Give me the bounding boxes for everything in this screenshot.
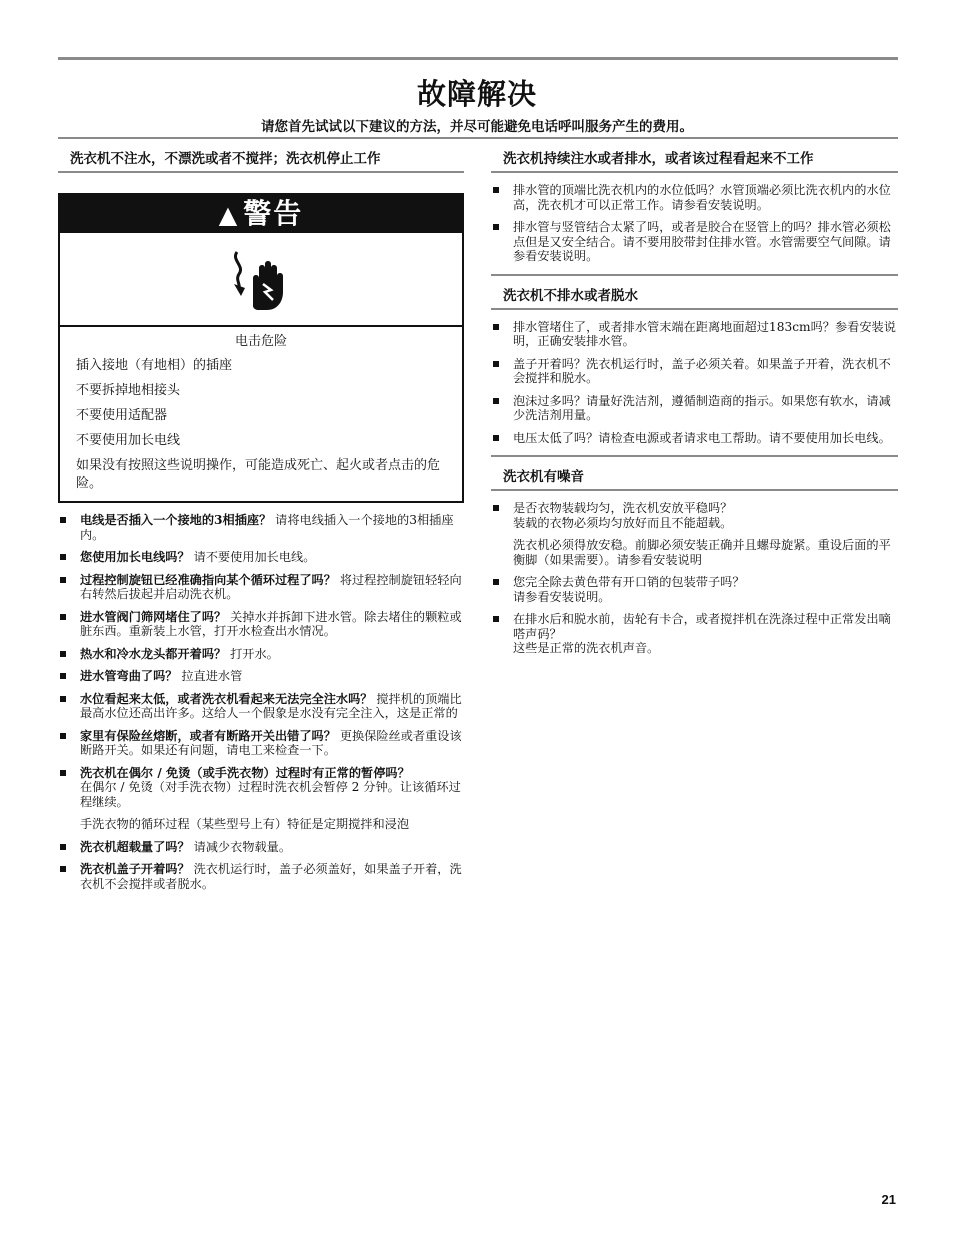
warning-triangle-icon: ▲ — [218, 200, 240, 229]
item-text: 排水管堵住了，或者排水管末端在距离地面超过183cm吗？参看安装说明，正确安装排水管。 — [513, 319, 896, 348]
warning-line: 不要使用适配器 — [76, 408, 168, 423]
list-item — [491, 575, 898, 604]
list-item — [491, 394, 898, 423]
item-text: 盖子开着吗？洗衣机运行时，盖子必须关着。如果盖子开着，洗衣机不会搅拌和脱水。 — [513, 356, 891, 385]
answer: 将过程控制旋钮轻轻向右转然后拔起并启动洗衣机。 — [80, 572, 462, 601]
item-text: 排水管的顶端比洗衣机内的水位低吗？水管顶端必须比洗衣机内的水位高，洗衣机才可以正常工作。请参看安装说明。 — [513, 183, 891, 212]
question: 您使用加长电线吗？ — [80, 550, 190, 564]
item-detail: 这些是正常的洗衣机声音。 — [513, 641, 660, 655]
question: 水位看起来太低，或者洗衣机看起来无法完全注水吗？ — [80, 691, 373, 706]
warning-line: 插入接地（有地相）的插座 — [76, 358, 233, 373]
answer: 请将电线插入一个接地的3相插座内。 — [80, 513, 454, 542]
hazard-title: 电击危险 — [234, 334, 287, 349]
list-item — [58, 862, 464, 891]
list-item — [491, 220, 898, 264]
section-heading: 洗衣机持续注水或者排水，或者该过程看起来不工作 — [491, 139, 898, 173]
question: 过程控制旋钮已经准确指向某个循环过程了吗？ — [80, 572, 336, 587]
list-item — [58, 513, 464, 542]
answer: 打开水。 — [230, 646, 279, 661]
warning-body — [60, 327, 462, 501]
list-item — [491, 612, 898, 656]
warning-box — [58, 193, 464, 503]
answer: 搅拌机的顶端比最高水位还高出许多。这给人一个假象是水没有完全注入，这是正常的 — [80, 691, 462, 720]
item-detail: 洗衣机必须得放安稳。前脚必须安装正确并且螺母旋紧。重设后面的平衡脚（如果需要）。请参看安装说明 — [513, 538, 891, 567]
item-text: 电压太低了吗？请检查电源或者请求电工帮助。请不要使用加长电线。 — [513, 430, 891, 445]
warning-line: 不要拆掉地相接头 — [76, 383, 181, 398]
list-item — [58, 840, 464, 855]
answer: 请不要使用加长电线。 — [193, 550, 316, 564]
list-item — [491, 501, 898, 567]
warning-line: 如果没有按照这些说明操作，可能造成死亡、起火或者点击的危险。 — [76, 458, 441, 491]
list-item — [491, 357, 898, 386]
troubleshoot-list — [58, 513, 464, 809]
item-text: 在排水后和脱水前，齿轮有卡合，或者搅拌机在洗涤过程中正常发出嘀嗒声码？ — [513, 612, 891, 641]
question: 洗衣机超载量了吗？ — [80, 839, 190, 854]
section-heading: 洗衣机有噪音 — [491, 455, 898, 491]
answer: 在偶尔 / 免烫（对手洗衣物）过程时洗衣机会暂停 2 分钟。让该循环过程继续。 — [80, 780, 461, 809]
warning-header — [60, 195, 462, 233]
question: 家里有保险丝熔断，或者有断路开关出错了吗？ — [80, 728, 336, 743]
right-column — [491, 139, 898, 664]
troubleshoot-list — [491, 183, 898, 264]
item-detail: 请参看安装说明。 — [513, 589, 611, 604]
warning-label: 警告 — [243, 197, 304, 230]
list-item — [58, 766, 464, 810]
list-item — [491, 320, 898, 349]
list-item — [58, 729, 464, 758]
question: 洗衣机盖子开着吗？ — [80, 862, 190, 876]
list-item — [58, 550, 464, 565]
section-heading: 洗衣机不排水或者脱水 — [491, 274, 898, 310]
warning-line: 不要使用加长电线 — [76, 433, 181, 448]
electric-shock-hand-icon — [60, 233, 462, 327]
list-item — [58, 692, 464, 721]
top-rule — [58, 57, 898, 60]
item-detail: 装载的衣物必须均匀放好而且不能超载。 — [513, 515, 733, 530]
question: 热水和冷水龙头都开着吗？ — [80, 646, 227, 661]
question: 电线是否插入一个接地的3相插座？ — [80, 513, 272, 527]
troubleshoot-list — [491, 501, 898, 656]
list-item — [491, 183, 898, 212]
question: 进水管弯曲了吗？ — [80, 669, 178, 683]
page-title: 故障解决 — [416, 77, 537, 111]
note-paragraph: 手洗衣物的循环过程（某些型号上有）特征是定期搅拌和浸泡 — [80, 817, 410, 831]
item-text: 泡沫过多吗？请量好洗洁剂，遵循制造商的指示。如果您有软水，请减少洗洁剂用量。 — [513, 393, 891, 422]
answer: 请减少衣物载量。 — [193, 839, 292, 854]
item-text: 是否衣物装载均匀，洗衣机安放平稳吗？ — [513, 501, 733, 515]
list-item — [58, 573, 464, 602]
left-column — [58, 139, 464, 899]
troubleshoot-list — [58, 840, 464, 892]
list-item — [58, 669, 464, 684]
list-item — [58, 610, 464, 639]
item-text: 排水管与竖管结合太紧了吗，或者是胶合在竖管上的吗？排水管必须松点但是又安全结合。请不要用胶带封住排水管。水管需要空气间隙。请参看安装说明。 — [513, 220, 891, 263]
answer: 关掉水并拆卸下进水管。除去堵住的颗粒或脏东西。重新装上水管，打开水检查出水情况。 — [80, 609, 462, 638]
list-item — [58, 647, 464, 662]
answer: 更换保险丝或者重设该断路开关。如果还有问题，请电工来检查一下。 — [80, 728, 462, 757]
answer: 拉直进水管 — [181, 669, 243, 683]
answer: 洗衣机运行时，盖子必须盖好，如果盖子开着，洗衣机不会搅拌或者脱水。 — [80, 862, 462, 891]
page-subtitle: 请您首先试试以下建议的方法，并尽可能避免电话呼叫服务产生的费用。 — [261, 119, 693, 135]
page-number: 21 — [881, 1192, 896, 1207]
question: 洗衣机在偶尔 / 免烫（或手洗衣物）过程时有正常的暂停吗？ — [80, 765, 410, 780]
section-heading: 洗衣机不注水，不漂洗或者不搅拌；洗衣机停止工作 — [58, 139, 464, 173]
question: 进水管阀门筛网堵住了吗？ — [80, 609, 227, 624]
troubleshoot-list — [491, 320, 898, 446]
item-text: 您完全除去黄色带有开口销的包装带子吗？ — [513, 575, 745, 589]
list-item — [491, 431, 898, 446]
